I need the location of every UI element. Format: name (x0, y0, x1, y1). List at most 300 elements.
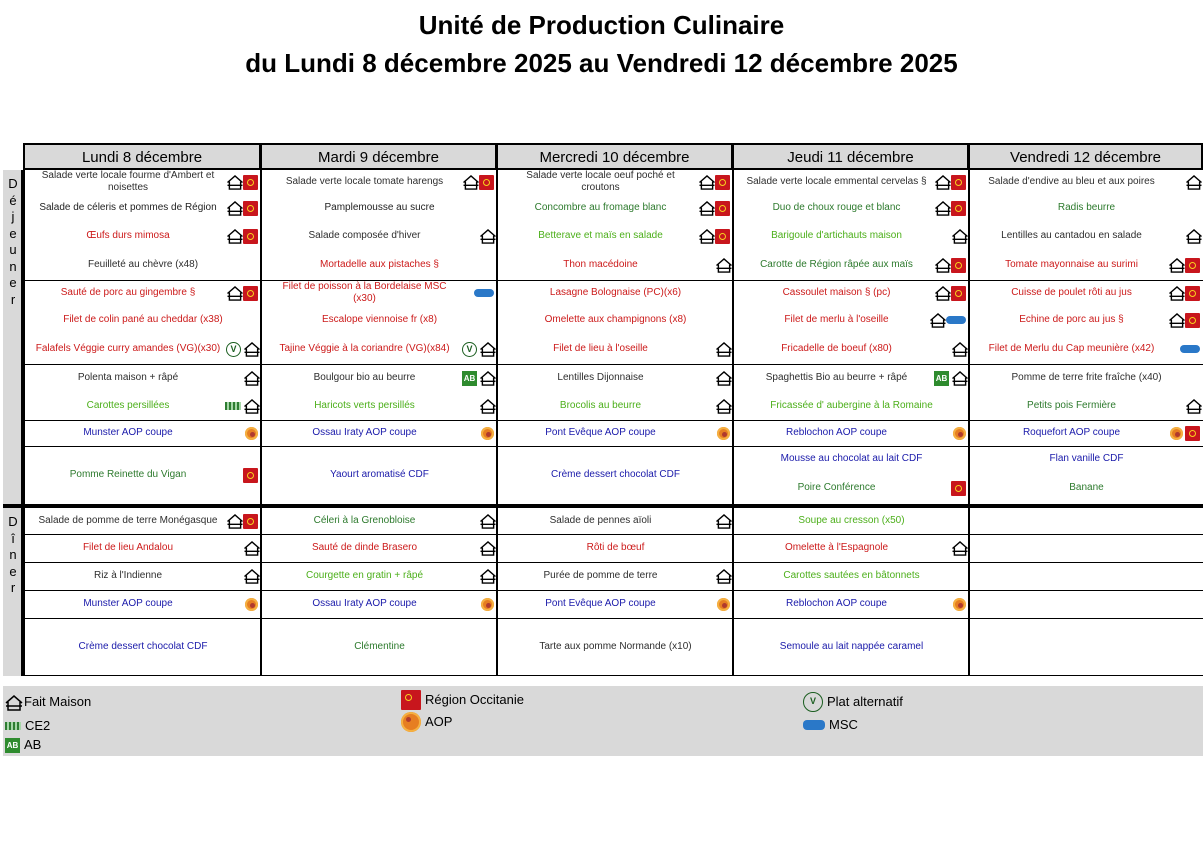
menu-item-label: Thon macédoine (563, 259, 638, 270)
aop-icon (717, 427, 730, 440)
meal-label-dejeuner-letter: r (10, 291, 16, 307)
menu-item-icons (226, 194, 258, 222)
page-title: Unité de Production Culinaire (418, 10, 785, 40)
menu-item-icons (698, 222, 730, 250)
aop-icon (953, 427, 966, 440)
fait-maison-icon (934, 175, 949, 190)
menu-item-icons (717, 420, 730, 446)
menu-item-label: Filet de colin pané au cheddar (x38) (63, 314, 223, 325)
fait-maison-icon (462, 175, 477, 190)
menu-item (499, 562, 732, 590)
menu-item-label: Fricassée d' aubergine à la Romaine (770, 400, 933, 411)
menu-item (26, 508, 260, 534)
menu-item-label: Fricadelle de boeuf (x80) (781, 343, 892, 354)
ce2-icon (225, 402, 241, 410)
menu-item (263, 364, 496, 392)
menu-item-icons (462, 170, 494, 194)
menu-item-label: Filet de Merlu du Cap meunière (x42) (988, 343, 1155, 354)
msc-icon (803, 720, 825, 730)
menu-item-label: Echine de porc au jus § (1019, 314, 1124, 325)
menu-item-label: Filet de merlu à l'oseille (784, 314, 889, 325)
menu-item-label: Carotte de Région râpée aux maïs (760, 259, 913, 270)
msc-icon (474, 289, 494, 297)
menu-item (735, 280, 968, 306)
menu-item-icons (951, 334, 966, 364)
menu-item (735, 170, 968, 194)
fait-maison-icon (1185, 229, 1200, 244)
menu-item (26, 534, 260, 562)
menu-item (971, 508, 1202, 534)
menu-item (263, 334, 496, 364)
menu-item-icons (479, 392, 494, 420)
meal-label-diner-letter: e (9, 563, 17, 579)
menu-item-icons (226, 170, 258, 194)
menu-item-icons (226, 508, 258, 534)
menu-item (263, 472, 496, 504)
menu-item (499, 170, 732, 194)
menu-item-icons (951, 534, 966, 562)
fait-maison-icon (715, 258, 730, 273)
menu-item (26, 334, 260, 364)
meal-label-dejeuner-letter: j (11, 209, 15, 224)
meal-label-dejeuner-letter: e (9, 275, 17, 290)
fait-maison-icon (1185, 399, 1200, 414)
legend-ab (5, 737, 41, 753)
menu-item (263, 250, 496, 280)
fait-maison-icon (479, 541, 494, 556)
msc-icon (946, 316, 966, 324)
menu-item-icons (934, 170, 966, 194)
region-occitanie-icon (1185, 313, 1200, 328)
menu-item (735, 364, 968, 392)
menu-item-label: Poire Conférence (797, 482, 876, 493)
menu-item (971, 334, 1202, 364)
menu-item-label: Filet de poisson à la Bordelaise MSC (x30) (282, 281, 447, 304)
legend-fait-maison-label: Fait Maison (24, 694, 92, 709)
menu-item (735, 590, 968, 618)
fait-maison-icon (479, 399, 494, 414)
menu-item-label: Flan vanille CDF (1049, 453, 1124, 464)
menu-item-label: Reblochon AOP coupe (785, 427, 887, 438)
menu-item-label: Semoule au lait nappée caramel (779, 641, 924, 652)
legend-region-label: Région Occitanie (425, 692, 524, 707)
menu-item-label: Radis beurre (1057, 202, 1116, 213)
region-occitanie-icon (479, 175, 494, 190)
menu-item (499, 194, 732, 222)
menu-item-label: Tarte aux pomme Normande (x10) (539, 641, 692, 652)
menu-item-label: Boulgour bio au beurre (313, 372, 416, 383)
menu-item-label: Courgette en gratin + râpé (305, 570, 424, 581)
menu-item-label: Lentilles Dijonnaise (557, 372, 644, 383)
menu-item (26, 590, 260, 618)
region-occitanie-icon (401, 690, 421, 710)
region-occitanie-icon (715, 175, 730, 190)
fait-maison-icon (226, 514, 241, 529)
fait-maison-icon (243, 342, 258, 357)
fait-maison-icon (479, 514, 494, 529)
fait-maison-icon (226, 229, 241, 244)
menu-item (971, 618, 1202, 676)
menu-item-icons (462, 334, 494, 364)
meal-label-dejeuner-letter: é (9, 192, 17, 208)
menu-item-label: Pomme de terre frite fraîche (x40) (1011, 372, 1162, 383)
menu-item-label: Salade verte locale fourme d'Ambert et noisettes (41, 170, 215, 193)
menu-item-label: Spaghettis Bio au beurre + râpé (765, 372, 908, 383)
menu-item-label: Cassoulet maison § (pc) (782, 287, 891, 298)
fait-maison-icon (479, 569, 494, 584)
menu-item (971, 534, 1202, 562)
menu-item-icons (479, 508, 494, 534)
ab-icon: AB (462, 371, 477, 386)
menu-item-label: Munster AOP coupe (83, 598, 173, 609)
menu-item-icons (715, 392, 730, 420)
menu-item (735, 534, 968, 562)
menu-item-icons (1168, 306, 1200, 334)
menu-item-label: Clémentine (354, 641, 405, 652)
menu-item (26, 170, 260, 194)
menu-item-icons (953, 420, 966, 446)
menu-item (263, 392, 496, 420)
menu-item (971, 472, 1202, 504)
menu-item-label: Tomate mayonnaise au surimi (1005, 259, 1138, 270)
menu-item-icons (1185, 170, 1200, 194)
region-occitanie-icon (1185, 258, 1200, 273)
menu-item-label: Concombre au fromage blanc (534, 202, 667, 213)
menu-item (735, 222, 968, 250)
menu-item-label: Duo de choux rouge et blanc (772, 202, 901, 213)
menu-item-label: Lentilles au cantadou en salade (1001, 230, 1142, 241)
menu-item-label: Barigoule d'artichauts maison (771, 230, 902, 241)
menu-item-label: Salade d'endive au bleu et aux poires (988, 176, 1155, 187)
menu-item (26, 194, 260, 222)
menu-item-icons (225, 392, 258, 420)
ce2-icon (5, 722, 21, 730)
menu-item-label: Rôti de bœuf (586, 542, 645, 553)
menu-item (263, 170, 496, 194)
menu-item-icons (245, 590, 258, 618)
fait-maison-icon (934, 258, 949, 273)
menu-item-label: Carottes sautées en bâtonnets (783, 570, 920, 581)
menu-item-label: Polenta maison + râpé (77, 372, 179, 383)
menu-item (971, 590, 1202, 618)
plat-alternatif-icon: V (803, 692, 823, 712)
fait-maison-icon (934, 201, 949, 216)
menu-item (26, 472, 260, 504)
menu-item-label: Salade verte locale oeuf poché et croutons (526, 170, 675, 193)
menu-item-icons (243, 364, 258, 392)
menu-item-icons (479, 222, 494, 250)
aop-icon (481, 598, 494, 611)
menu-item (263, 534, 496, 562)
fait-maison-icon (226, 175, 241, 190)
fait-maison-icon (951, 541, 966, 556)
fait-maison-icon (715, 514, 730, 529)
menu-item-label: Salade composée d'hiver (308, 230, 421, 241)
region-occitanie-icon (715, 201, 730, 216)
menu-item (499, 534, 732, 562)
menu-item-icons (1170, 420, 1200, 446)
fait-maison-icon (929, 313, 944, 328)
menu-item-icons (717, 590, 730, 618)
fait-maison-icon (715, 371, 730, 386)
fait-maison-icon (698, 201, 713, 216)
aop-icon (717, 598, 730, 611)
region-occitanie-icon (243, 201, 258, 216)
fait-maison-icon (479, 342, 494, 357)
fait-maison-icon (1168, 258, 1183, 273)
menu-item-label: Mortadelle aux pistaches § (320, 259, 439, 270)
menu-item (263, 280, 496, 306)
aop-icon (401, 712, 421, 732)
fait-maison-icon (479, 371, 494, 386)
meal-label-dejeuner-letter: u (9, 242, 17, 257)
menu-item-icons (462, 364, 494, 392)
legend-aop (401, 712, 452, 732)
meal-label-diner-letter: î (11, 530, 15, 546)
plat-alternatif-icon: V (226, 342, 241, 357)
menu-item-label: Haricots verts persillés (314, 400, 415, 411)
menu-item-icons (474, 280, 494, 306)
menu-item-label: Cuisse de poulet rôti au jus (1011, 287, 1132, 298)
menu-item-label: Brocolis au beurre (559, 400, 642, 411)
menu-item (263, 618, 496, 676)
menu-item-icons (226, 334, 258, 364)
menu-item (735, 562, 968, 590)
menu-item-icons (1185, 222, 1200, 250)
menu-item-icons (951, 222, 966, 250)
menu-item (499, 334, 732, 364)
menu-item (735, 508, 968, 534)
menu-item (499, 364, 732, 392)
menu-item (499, 508, 732, 534)
menu-item-label: Pamplemousse au sucre (324, 202, 435, 213)
menu-item-icons (951, 472, 966, 504)
menu-item (499, 420, 732, 446)
menu-item (971, 194, 1202, 222)
menu-item-label: Filet de lieu Andalou (82, 542, 174, 553)
menu-item (499, 590, 732, 618)
menu-item-icons (698, 194, 730, 222)
menu-item (971, 280, 1202, 306)
menu-item-icons (243, 534, 258, 562)
region-occitanie-icon (951, 286, 966, 301)
menu-item-icons (953, 590, 966, 618)
menu-item-label: Reblochon AOP coupe (785, 598, 887, 609)
menu-item (499, 280, 732, 306)
day-header: Lundi 8 décembre (23, 143, 261, 170)
menu-item (263, 222, 496, 250)
msc-icon (1180, 345, 1200, 353)
menu-item-label: Salade de pomme de terre Monégasque (38, 515, 218, 526)
menu-item-label: Lasagne Bolognaise (PC)(x6) (549, 287, 682, 298)
plat-alternatif-icon: V (462, 342, 477, 357)
legend-aop-label: AOP (425, 714, 453, 729)
legend-region (401, 690, 524, 710)
menu-item (735, 194, 968, 222)
menu-item-label: Omelette à l'Espagnole (784, 542, 889, 553)
menu-item (735, 334, 968, 364)
menu-item (499, 250, 732, 280)
fait-maison-icon (951, 342, 966, 357)
fait-maison-icon (698, 229, 713, 244)
menu-item-label: Betterave et maïs en salade (538, 230, 663, 241)
menu-item-icons (929, 306, 966, 334)
fait-maison-icon (715, 399, 730, 414)
menu-item-icons (715, 250, 730, 280)
fait-maison-icon (226, 201, 241, 216)
aop-icon (953, 598, 966, 611)
fait-maison-icon (243, 371, 258, 386)
grid-left-border (23, 143, 25, 676)
menu-item-label: Pont Evêque AOP coupe (545, 598, 656, 609)
menu-item (735, 618, 968, 676)
menu-item (26, 618, 260, 676)
menu-item (263, 508, 496, 534)
legend-vg-label: Plat alternatif (827, 694, 903, 709)
menu-item-label: Feuilleté au chèvre (x48) (87, 259, 199, 270)
meal-label-dejeuner-letter: D (8, 176, 18, 191)
fait-maison-icon (243, 399, 258, 414)
fait-maison-icon (715, 342, 730, 357)
menu-item-icons (715, 508, 730, 534)
menu-item (263, 562, 496, 590)
menu-item (971, 250, 1202, 280)
menu-item (735, 392, 968, 420)
menu-item (263, 420, 496, 446)
fait-maison-icon (1185, 175, 1200, 190)
region-occitanie-icon (1185, 286, 1200, 301)
menu-item-icons (226, 280, 258, 306)
menu-item (26, 280, 260, 306)
region-occitanie-icon (715, 229, 730, 244)
menu-item-label: Œufs durs mimosa (86, 230, 170, 241)
menu-item (499, 306, 732, 334)
menu-item-label: Soupe au cresson (x50) (798, 515, 905, 526)
fait-maison-icon (951, 229, 966, 244)
menu-item-icons (698, 170, 730, 194)
menu-item (499, 222, 732, 250)
legend-ab-label: AB (24, 737, 42, 752)
menu-item-icons (1185, 392, 1200, 420)
menu-item-icons (715, 562, 730, 590)
fait-maison-icon (479, 229, 494, 244)
menu-item-label: Crème dessert chocolat CDF (551, 469, 680, 480)
region-occitanie-icon (951, 201, 966, 216)
region-occitanie-icon (951, 175, 966, 190)
menu-item-icons (481, 590, 494, 618)
menu-item-label: Pomme Reinette du Vigan (69, 469, 187, 480)
menu-item-label: Céleri à la Grenobloise (313, 515, 416, 526)
aop-icon (245, 427, 258, 440)
menu-item (735, 446, 968, 472)
menu-item-icons (715, 364, 730, 392)
menu-item-icons (243, 562, 258, 590)
region-occitanie-icon (243, 175, 258, 190)
menu-item (971, 306, 1202, 334)
menu-item (263, 194, 496, 222)
aop-icon (245, 598, 258, 611)
page-subtitle: du Lundi 8 décembre 2025 au Vendredi 12 décembre 2025 (245, 48, 958, 78)
menu-item-icons (934, 250, 966, 280)
menu-item-label: Ossau Iraty AOP coupe (312, 598, 417, 609)
menu-item-icons (479, 562, 494, 590)
day-header: Vendredi 12 décembre (968, 143, 1203, 170)
region-occitanie-icon (243, 229, 258, 244)
day-header: Mercredi 10 décembre (496, 143, 733, 170)
menu-item (971, 392, 1202, 420)
menu-item-label: Pont Evêque AOP coupe (545, 427, 656, 438)
menu-item (26, 562, 260, 590)
fait-maison-icon (1168, 286, 1183, 301)
menu-item-label: Munster AOP coupe (83, 427, 173, 438)
day-header: Jeudi 11 décembre (732, 143, 969, 170)
menu-item (26, 250, 260, 280)
region-occitanie-icon (1185, 426, 1200, 441)
menu-item-label: Roquefort AOP coupe (1022, 427, 1121, 438)
fait-maison-icon (715, 569, 730, 584)
menu-item-icons (1168, 280, 1200, 306)
menu-item-icons (479, 534, 494, 562)
region-occitanie-icon (243, 514, 258, 529)
menu-item-label: Omelette aux champignons (x8) (544, 314, 687, 325)
menu-item-label: Carottes persillées (86, 400, 170, 411)
menu-item (971, 170, 1202, 194)
menu-item (263, 590, 496, 618)
legend (3, 686, 1203, 756)
menu-item (499, 618, 732, 676)
menu-item-icons (934, 364, 966, 392)
menu-item-icons (226, 222, 258, 250)
menu-item-label: Crème dessert chocolat CDF (78, 641, 208, 652)
menu-item (26, 420, 260, 446)
menu-item-label: Ossau Iraty AOP coupe (312, 427, 417, 438)
region-occitanie-icon (951, 258, 966, 273)
menu-item-label: Falafels Véggie curry amandes (VG)(x30) (35, 343, 221, 354)
menu-item (971, 222, 1202, 250)
menu-item-label: Salade verte locale tomate harengs (285, 176, 444, 187)
fait-maison-icon (243, 569, 258, 584)
menu-item-label: Riz à l'Indienne (93, 570, 163, 581)
menu-item (735, 472, 968, 504)
legend-msc (803, 717, 858, 733)
menu-item (735, 420, 968, 446)
day-header: Mardi 9 décembre (260, 143, 497, 170)
menu-item-label: Petits pois Fermière (1027, 400, 1116, 411)
meal-label-diner-letter: r (10, 580, 16, 595)
menu-item (499, 392, 732, 420)
menu-item-icons (715, 334, 730, 364)
menu-item-label: Escalope viennoise fr (x8) (321, 314, 438, 325)
menu-item-label: Sauté de porc au gingembre § (60, 287, 196, 298)
ab-icon: AB (934, 371, 949, 386)
fait-maison-icon (934, 286, 949, 301)
menu-item-label: Salade verte locale emmental cervelas § (746, 176, 927, 187)
column-divider (968, 143, 970, 676)
fait-maison-icon (951, 371, 966, 386)
menu-item-icons (481, 420, 494, 446)
menu-item (499, 472, 732, 504)
menu-item (26, 306, 260, 334)
menu-item-icons (1180, 334, 1200, 364)
fait-maison-icon (698, 175, 713, 190)
menu-item-label: Mousse au chocolat au lait CDF (780, 453, 923, 464)
legend-ce2-label: CE2 (25, 718, 51, 733)
menu-item-label: Purée de pomme de terre (543, 570, 658, 581)
menu-item-icons (934, 194, 966, 222)
meal-label-diner-letter: n (9, 547, 17, 562)
menu-item-icons (934, 280, 966, 306)
menu-item-label: Salade de pennes aïoli (549, 515, 652, 526)
